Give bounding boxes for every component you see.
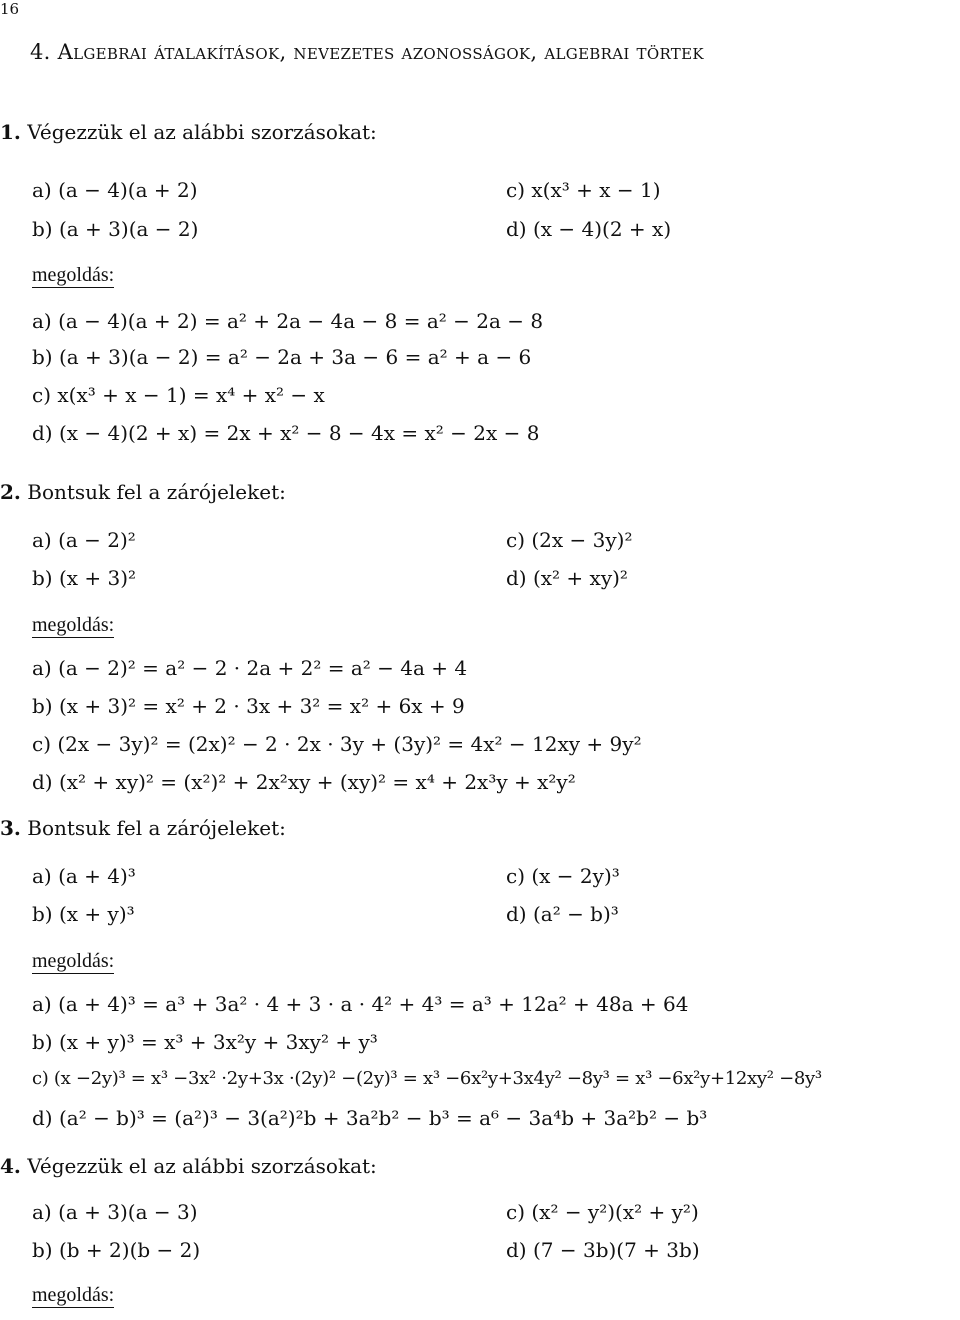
task-3d: d) (a² − b)³ [506,902,619,926]
task-1c: c) x(x³ + x − 1) [506,178,661,202]
task-4b: b) (b + 2)(b − 2) [32,1238,201,1262]
section-title: Végezzük el az alábbi szorzásokat: [27,1154,377,1178]
task-1a: a) (a − 4)(a + 2) [32,178,198,202]
solution-1b: b) (a + 3)(a − 2) = a² − 2a + 3a − 6 = a² + a − 6 [32,345,532,369]
task-4a: a) (a + 3)(a − 3) [32,1200,198,1224]
task-2c: c) (2x − 3y)² [506,528,633,552]
section-3-heading [0,816,286,840]
section-title: Bontsuk fel a zárójeleket: [27,480,286,504]
solution-label: megoldás: [32,614,115,636]
solution-1a: a) (a − 4)(a + 2) = a² + 2a − 4a − 8 = a² − 2a − 8 [32,309,544,333]
solution-1d: d) (x − 4)(2 + x) = 2x + x² − 8 − 4x = x² − 2x − 8 [32,421,540,445]
solution-3d: d) (a² − b)³ = (a²)³ − 3(a²)²b + 3a²b² − b³ = a⁶ − 3a⁴b + 3a²b² − b³ [32,1106,708,1130]
page-number: 16 [0,0,20,18]
solution-2c: c) (2x − 3y)² = (2x)² − 2 · 2x · 3y + (3y)² = 4x² − 12xy + 9y² [32,732,642,756]
task-3c: c) (x − 2y)³ [506,864,620,888]
section-number: 3. [0,816,21,840]
solution-label: megoldás: [32,1284,115,1306]
task-4c: c) (x² − y²)(x² + y²) [506,1200,699,1224]
section-number: 2. [0,480,21,504]
solution-2b: b) (x + 3)² = x² + 2 · 3x + 3² = x² + 6x + 9 [32,694,465,718]
task-1d: d) (x − 4)(2 + x) [506,217,672,241]
section-4-heading [0,1154,377,1178]
task-2d: d) (x² + xy)² [506,566,628,590]
section-number: 4. [0,1154,21,1178]
solution-3c: c) (x −2y)³ = x³ −3x² ·2y+3x ·(2y)² −(2y)³ = x³ −6x²y+3x4y² −8y³ = x³ −6x²y+12xy² −8y³ [32,1068,822,1089]
section-2-heading [0,480,286,504]
task-3a: a) (a + 4)³ [32,864,136,888]
solution-3a: a) (a + 4)³ = a³ + 3a² · 4 + 3 · a · 4² + 4³ = a³ + 12a² + 48a + 64 [32,992,689,1016]
solution-2d: d) (x² + xy)² = (x²)² + 2x²xy + (xy)² = x⁴ + 2x³y + x²y² [32,770,576,794]
section-title: Bontsuk fel a zárójeleket: [27,816,286,840]
section-number: 1. [0,120,21,144]
task-2a: a) (a − 2)² [32,528,136,552]
solution-label: megoldás: [32,950,115,972]
task-4d: d) (7 − 3b)(7 + 3b) [506,1238,700,1262]
section-title: Végezzük el az alábbi szorzásokat: [27,120,377,144]
task-1b: b) (a + 3)(a − 2) [32,217,199,241]
solution-label: megoldás: [32,264,115,286]
solution-1c: c) x(x³ + x − 1) = x⁴ + x² − x [32,383,325,407]
task-3b: b) (x + y)³ [32,902,135,926]
solution-3b: b) (x + y)³ = x³ + 3x²y + 3xy² + y³ [32,1030,378,1054]
solution-2a: a) (a − 2)² = a² − 2 · 2a + 2² = a² − 4a + 4 [32,656,468,680]
section-1-heading [0,120,377,144]
task-2b: b) (x + 3)² [32,566,137,590]
chapter-title: 4. Algebrai átalakítások, nevezetes azonosságok, algebrai törtek [30,40,704,64]
